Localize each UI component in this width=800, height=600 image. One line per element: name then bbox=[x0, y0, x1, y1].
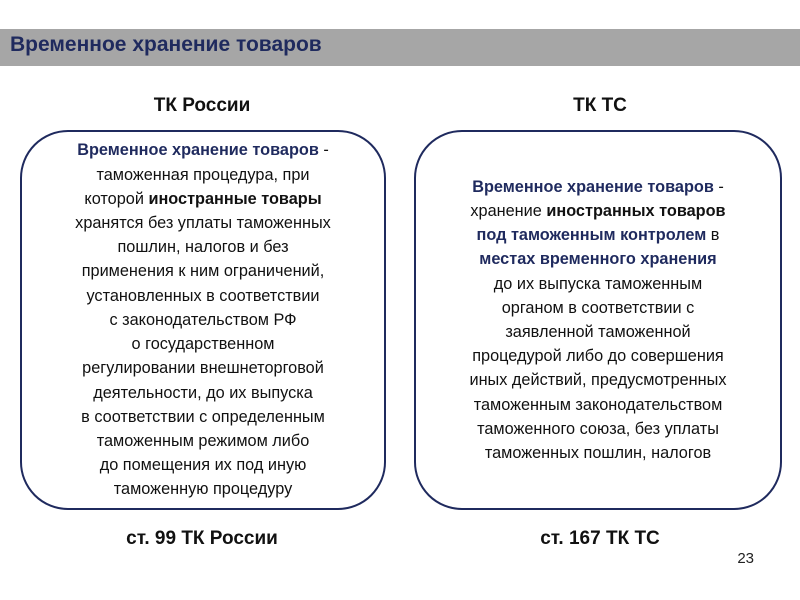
left-definition-card bbox=[20, 130, 386, 510]
left-line: применения к ним ограничений, bbox=[81, 262, 325, 281]
right-line: органом в соответствии с bbox=[501, 298, 695, 317]
right-line: в bbox=[706, 226, 720, 245]
right-definition-text bbox=[457, 175, 738, 465]
left-line: таможенную процедуру bbox=[113, 480, 293, 499]
left-bold-phrase: иностранные товары bbox=[148, 189, 322, 208]
left-line: с законодательством РФ bbox=[109, 310, 297, 329]
left-column-heading: ТК России bbox=[153, 95, 251, 116]
right-highlight-phrase: местах временного хранения bbox=[479, 250, 717, 269]
left-line: хранятся без уплаты таможенных bbox=[75, 214, 331, 233]
page-number: 23 bbox=[737, 550, 754, 567]
left-line: регулировании внешнеторговой bbox=[82, 359, 324, 378]
left-line: пошлин, налогов и без bbox=[117, 238, 289, 257]
right-line: иных действий, предусмотренных bbox=[469, 371, 727, 390]
left-line: до помещения их под иную bbox=[99, 456, 307, 475]
right-bold-phrase: иностранных товаров bbox=[546, 201, 726, 220]
left-line: установленных в соответствии bbox=[86, 286, 320, 305]
right-line: до их выпуска таможенным bbox=[493, 274, 703, 293]
left-line: таможенная процедура, при bbox=[96, 165, 310, 184]
left-line: которой bbox=[84, 189, 149, 208]
title-bar bbox=[0, 29, 800, 66]
right-line: таможенных пошлин, налогов bbox=[484, 444, 712, 463]
right-line: таможенным законодательством bbox=[473, 395, 723, 414]
right-definition-card bbox=[414, 130, 782, 510]
left-article-reference: ст. 99 ТК России bbox=[126, 528, 278, 549]
right-dash: - bbox=[713, 177, 724, 196]
right-line: заявленной таможенной bbox=[505, 323, 691, 341]
right-line: процедурой либо до совершения bbox=[472, 347, 724, 366]
right-term: Временное хранение товаров bbox=[472, 177, 714, 196]
right-highlight-phrase: под таможенным контролем bbox=[476, 226, 707, 245]
right-column-heading: ТК ТС bbox=[573, 95, 627, 116]
left-line: о государственном bbox=[131, 335, 275, 354]
right-line: таможенного союза, без уплаты bbox=[477, 419, 719, 438]
left-line: таможенным режимом либо bbox=[96, 431, 310, 450]
left-line: деятельности, до их выпуска bbox=[93, 383, 313, 402]
left-dash: - bbox=[318, 141, 329, 160]
left-term: Временное хранение товаров bbox=[77, 141, 319, 160]
left-definition-text bbox=[63, 138, 343, 501]
right-line: хранение bbox=[470, 201, 547, 220]
slide-title: Временное хранение товаров bbox=[10, 33, 322, 56]
right-article-reference: ст. 167 ТК ТС bbox=[540, 528, 660, 549]
left-line: в соответствии с определенным bbox=[81, 407, 325, 426]
